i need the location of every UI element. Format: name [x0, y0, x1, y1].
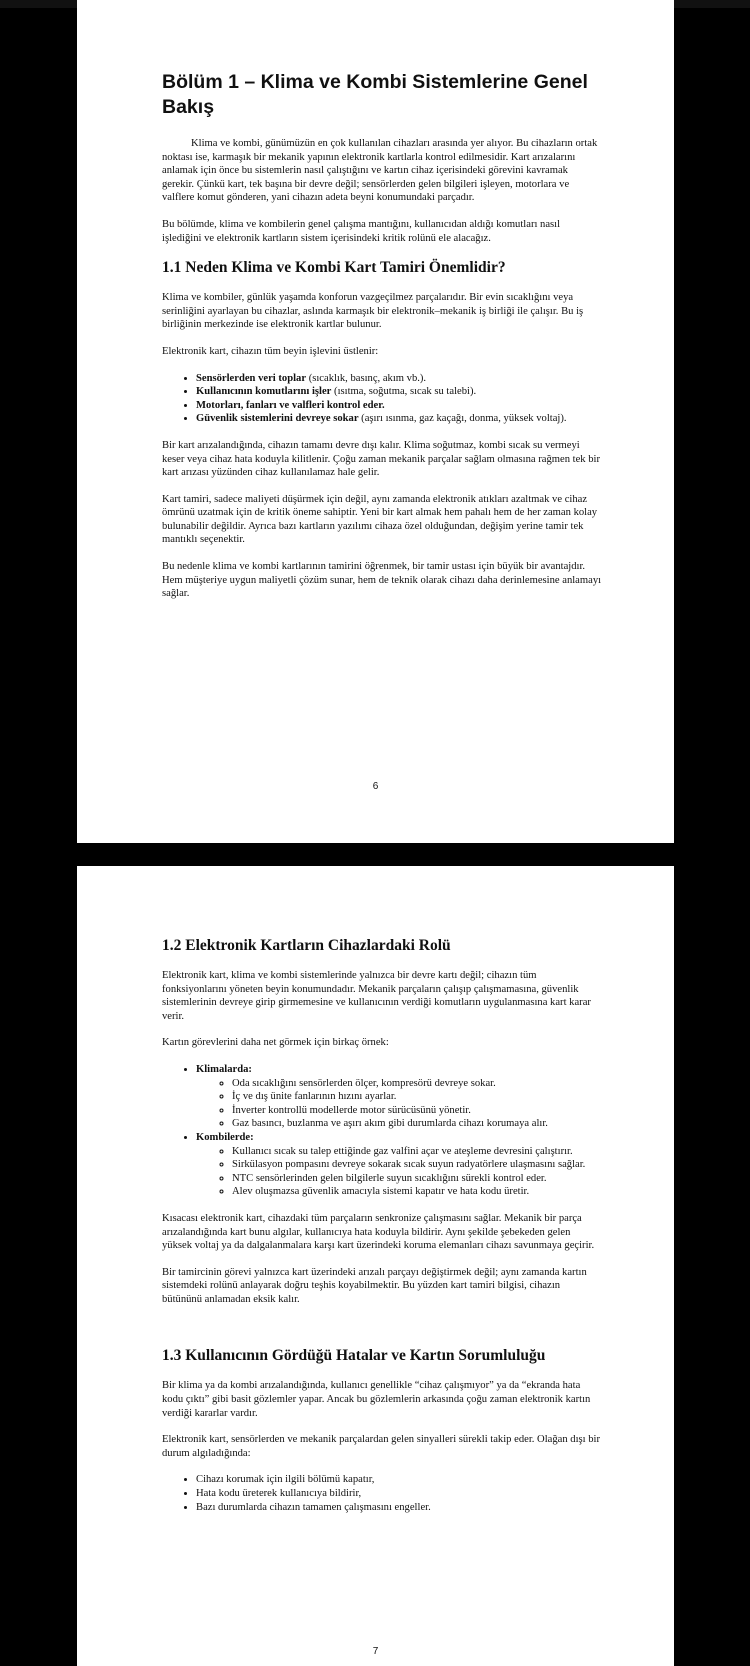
- page-number: 7: [372, 1646, 379, 1657]
- list-item: ◦ NTC sensörlerinden gelen bilgilerle suyun sıcaklığını sürekli kontrol eder.: [232, 1172, 602, 1186]
- list-item: ◦ Alev oluşmazsa güvenlik amacıyla sistemi kapatır ve hata kodu üretir.: [232, 1185, 602, 1199]
- list-item: • Güvenlik sistemlerini devreye sokar (aşırı ısınma, gaz kaçağı, donma, yüksek voltaj).: [196, 412, 602, 426]
- paragraph: Bu nedenle klima ve kombi kartlarının tamirini öğrenmek, bir tamir ustası için büyük bir avantajdır. Hem müşteriye uygun maliyetli çözüm sunar, hem de teknik olarak cihazı daha derinlemesine anlamayı sağlar.: [162, 561, 602, 600]
- paragraph: Kart tamiri, sadece maliyeti düşürmek için değil, aynı zamanda elektronik atıkları azaltmak ve cihaz ömrünü uzatmak için de kritik öneme sahiptir. Yeni bir kart almak hem pahalı hem de her zaman kolay bulunabilir değildir. Ayrıca bazı kartların yazılımı cihaza özel olduğundan, değişim yerine tamir tek mantıklı seçenektir.: [162, 493, 598, 546]
- paragraph: Elektronik kart, klima ve kombi sistemlerinde yalnızca bir devre kartı değil; cihazın tüm fonksiyonlarını yöneten beyin konumundadır. Mekanik parçaların çalışıp çalışmamasına, güvenlik sistemlerinin devreye girip girmemesine ve kullanıcının verdiği komutların uygulanmasına kart karar verir.: [162, 970, 591, 1022]
- klima-sublist: [196, 1077, 602, 1131]
- page-content: [162, 70, 602, 614]
- paragraph: Kartın görevlerini daha net görmek için birkaç örnek:: [162, 1037, 389, 1049]
- list-item-klima: • Klimalarda: ◦ Oda sıcaklığını sensörlerden ölçer, kompresörü devreye sokar. ◦ İç ve dış ünite fanlarının hızını ayarlar. ◦ İnverter kontrollü modellerde motor sürücüsünü yönetir. ◦ Gaz basıncı, buzlanma ve aşırı akım gibi durumlarda cihazı korumaya alır.: [196, 1063, 602, 1131]
- actions-list: [162, 1473, 602, 1514]
- page-number: 6: [372, 781, 379, 792]
- intro-paragraph-1: Klima ve kombi, günümüzün en çok kullanılan cihazları arasında yer alıyor. Bu cihazların ortak noktası ise, karmaşık bir mekanik yapının elektronik kartlarla kontrol edilmesidir. Kart arızalarını anlamak için önce bu sistemlerin nasıl çalıştığını ve kartın cihaz içerisindeki görevini kavramak gerekir. Çünkü kart, tek başına bir devre değil; sensörlerden gelen bilgileri işleyen, motorlara ve valflere komut gönderen, yani cihazın adeta beyni konumundaki parçadır.: [162, 138, 598, 204]
- chapter-title: Bölüm 1 – Klima ve Kombi Sistemlerine Genel Bakış: [162, 71, 588, 118]
- intro-paragraph-2: Bu bölümde, klima ve kombilerin genel çalışma mantığını, kullanıcıdan aldığı komutları nasıl işlediğini ve elektronik kartların sistem içerisindeki kritik rolünü ele alacağız.: [162, 218, 561, 244]
- examples-list: [162, 1063, 602, 1199]
- list-item: ◦ Kullanıcı sıcak su talep ettiğinde gaz valfini açar ve ateşleme devresini çalıştırır.: [232, 1145, 602, 1159]
- section-title-1-2: 1.2 Elektronik Kartların Cihazlardaki Rolü: [162, 937, 451, 954]
- list-item: ◦ Sirkülasyon pompasını devreye sokarak sıcak suyun radyatörlere ulaşmasını sağlar.: [232, 1158, 602, 1172]
- function-list: [162, 372, 602, 426]
- paragraph: Elektronik kart, sensörlerden ve mekanik parçalardan gelen sinyalleri sürekli takip eder. Olağan dışı bir durum algıladığında:: [162, 1434, 601, 1459]
- document-page-7: [77, 866, 674, 1666]
- paragraph: Bir kart arızalandığında, cihazın tamamı devre dışı kalır. Klima soğutmaz, kombi sıcak su vermeyi keser veya cihaz hata koduyla kilitlenir. Çoğu zaman mekanik parçalar sağlam olmasına rağmen tek bir kart arızası yüzünden cihaz kullanılamaz hale gelir.: [162, 439, 601, 479]
- paragraph: Klima ve kombiler, günlük yaşamda konforun vazgeçilmez parçalarıdır. Bir evin sıcaklığını veya serinliğini ayarlayan bu cihazlar, aslında karmaşık bir elektronik–mekanik iş birliği ile çalışır. Bu iş birliğinin merkezinde ise elektronik kartlar bulunur.: [162, 292, 584, 331]
- list-item: ◦ Oda sıcaklığını sensörlerden ölçer, kompresörü devreye sokar.: [232, 1077, 602, 1091]
- list-item: • Kullanıcının komutlarını işler (ısıtma, soğutma, sıcak su talebi).: [196, 385, 602, 399]
- list-item: • Hata kodu üreterek kullanıcıya bildirir,: [196, 1487, 602, 1501]
- paragraph: Bir tamircinin görevi yalnızca kart üzerindeki arızalı parçayı değiştirmek değil; aynı zamanda kartın sistemdeki rolünü anlayarak doğru teşhis koyabilmektir. Bu yüzden kart tamiri bilgisi, cihazın bütününü anlamadan eksik kalır.: [162, 1266, 587, 1305]
- kombi-sublist: [196, 1145, 602, 1199]
- paragraph: Bir klima ya da kombi arızalandığında, kullanıcı genellikle “cihaz çalışmıyor” ya da “ekranda hata kodu çıktı” gibi basit gözlemler yapar. Ancak bu gözlemlerin arkasında çoğu zaman elektronik kartın verdiği kararlar vardır.: [162, 1380, 591, 1419]
- paragraph: Kısacası elektronik kart, cihazdaki tüm parçaların senkronize çalışmasını sağlar. Mekanik bir parça arızalandığında kart bunu algılar, kullanıcıya hata koduyla bildirir. Aynı şekilde şebekeden gelen yüksek voltaj ya da dalgalanmalara karşı kart üzerindeki koruma elemanları cihazı savunmaya geçirir.: [162, 1212, 595, 1252]
- paragraph: Elektronik kart, cihazın tüm beyin işlevini üstlenir:: [162, 345, 379, 357]
- page-content: [162, 936, 602, 1527]
- list-item: ◦ İç ve dış ünite fanlarının hızını ayarlar.: [232, 1090, 602, 1104]
- document-page-6: [77, 0, 674, 843]
- section-title-1-3: 1.3 Kullanıcının Gördüğü Hatalar ve Kartın Sorumluluğu: [162, 1347, 546, 1365]
- list-item: • Sensörlerden veri toplar (sıcaklık, basınç, akım vb.).: [196, 372, 602, 386]
- list-item: ◦ İnverter kontrollü modellerde motor sürücüsünü yönetir.: [232, 1104, 602, 1118]
- section-title-1-1: 1.1 Neden Klima ve Kombi Kart Tamiri Önemlidir?: [162, 259, 506, 277]
- list-item: • Cihazı korumak için ilgili bölümü kapatır,: [196, 1473, 602, 1487]
- list-item: ◦ Gaz basıncı, buzlanma ve aşırı akım gibi durumlarda cihazı korumaya alır.: [232, 1117, 602, 1131]
- list-item: • Bazı durumlarda cihazın tamamen çalışmasını engeller.: [196, 1501, 602, 1515]
- list-item-kombi: • Kombilerde: ◦ Kullanıcı sıcak su talep ettiğinde gaz valfini açar ve ateşleme devresini çalıştırır. ◦ Sirkülasyon pompasını devreye sokarak sıcak suyun radyatörlere ulaşmasını sağlar. ◦ NTC sensörlerinden gelen bilgilerle suyun sıcaklığını sürekli kontrol eder. ◦ Alev oluşmazsa güvenlik amacıyla sistemi kapatır ve hata kodu üretir.: [196, 1131, 602, 1199]
- list-item: • Motorları, fanları ve valfleri kontrol eder.: [196, 399, 602, 413]
